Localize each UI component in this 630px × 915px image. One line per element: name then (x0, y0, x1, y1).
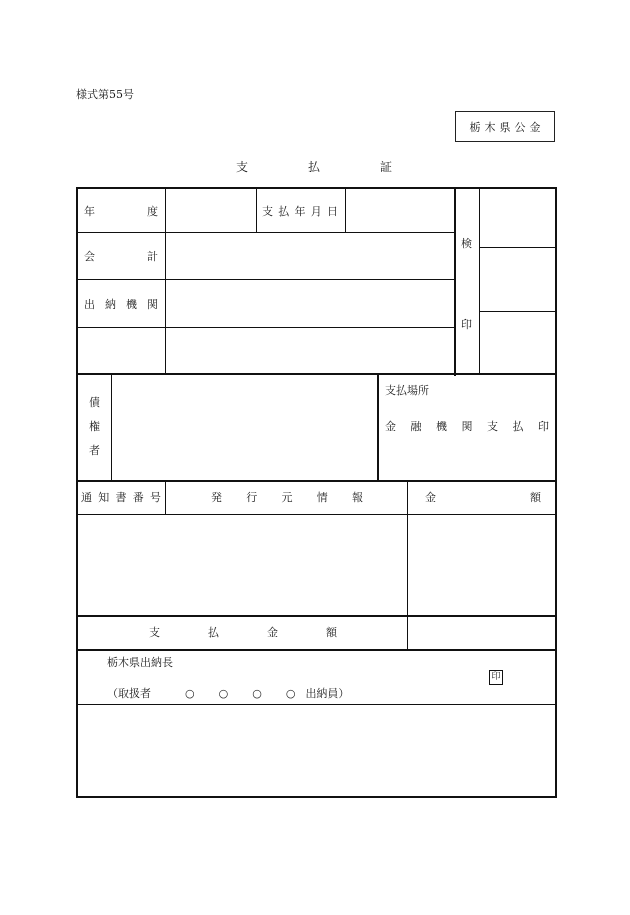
divider (479, 188, 480, 374)
divider (77, 327, 455, 328)
divider (77, 514, 556, 515)
divider (480, 311, 556, 312)
label-char: 額 (530, 491, 541, 504)
divider (111, 375, 112, 481)
notice-number-header (81, 491, 161, 504)
label-char: 金 (425, 491, 436, 504)
seal-circle: ○ (285, 687, 296, 700)
payment-date-label (262, 205, 338, 218)
fiscal-year-label (84, 205, 158, 218)
label-char: 支 (149, 626, 160, 639)
label-char: 知 (98, 491, 110, 504)
divider (256, 188, 257, 232)
disbursing-office-label (84, 298, 158, 311)
label-char: 元 (281, 491, 293, 504)
divider (77, 373, 556, 375)
label-char: 通 (81, 491, 92, 504)
label-char: 年 (84, 205, 95, 218)
label-char: 号 (150, 491, 161, 504)
label-char: 報 (352, 491, 363, 504)
divider (345, 188, 346, 232)
label-char: 印 (538, 420, 549, 433)
seal-circle: ○ (185, 687, 195, 700)
divider (165, 482, 166, 515)
divider (77, 615, 556, 617)
label-char: 金 (385, 420, 396, 433)
seal-circle: ○ (252, 687, 262, 700)
amount-header (425, 491, 541, 504)
label-char: 関 (461, 420, 473, 433)
handler-line (107, 687, 349, 700)
label-char: 出 (84, 298, 95, 311)
divider (407, 482, 408, 650)
agency-stamp-box: 栃木県公金 (455, 111, 555, 142)
label-char: 払 (278, 205, 290, 218)
divider (77, 480, 556, 482)
handler-suffix: 出納員） (305, 687, 350, 700)
label-char: 発 (211, 491, 222, 504)
treasurer-title: 栃木県出納長 (107, 656, 173, 669)
label-char: 計 (147, 250, 158, 263)
bank-stamp-label (385, 420, 549, 433)
label-char: 払 (512, 420, 524, 433)
label-char: 月 (310, 205, 322, 218)
seal-circle: ○ (218, 687, 229, 700)
form-number: 様式第55号 (76, 88, 134, 101)
label-char: 権 (89, 420, 100, 433)
label-char: 年 (294, 205, 306, 218)
inspection-seal-label: 印 (461, 318, 472, 331)
label-char: 機 (126, 298, 137, 311)
accounting-label (84, 250, 158, 263)
label-char: 支 (487, 420, 498, 433)
issuer-info-header (211, 491, 363, 504)
label-char: 支 (262, 205, 273, 218)
label-char: 納 (105, 298, 116, 311)
label-char: 度 (147, 205, 158, 218)
label-char: 機 (436, 420, 447, 433)
label-char: 額 (326, 626, 337, 639)
payment-total-label (149, 626, 337, 639)
label-char: 者 (89, 444, 100, 457)
label-char: 融 (410, 420, 422, 433)
label-char: 会 (84, 250, 95, 263)
title-char: 払 (307, 160, 320, 174)
divider (480, 247, 556, 248)
handler-prefix: （取扱者 (107, 687, 151, 700)
label-char: 番 (132, 491, 144, 504)
title-char: 証 (379, 160, 392, 174)
divider (77, 279, 455, 280)
label-char: 行 (246, 491, 258, 504)
treasurer-seal-mark: 印 (489, 670, 503, 685)
label-char: 日 (327, 205, 338, 218)
inspection-label: 検 (461, 237, 472, 250)
page-title (236, 158, 392, 175)
label-char: 金 (267, 626, 278, 639)
divider (454, 187, 456, 376)
label-char: 関 (147, 298, 158, 311)
divider (77, 649, 556, 651)
divider (77, 232, 455, 233)
label-char: 書 (115, 491, 127, 504)
title-char: 支 (236, 160, 249, 174)
label-char: 払 (208, 626, 219, 639)
label-char: 情 (316, 491, 328, 504)
divider (77, 704, 556, 705)
label-char: 債 (89, 396, 100, 409)
payment-place-label: 支払場所 (385, 384, 429, 397)
divider (165, 188, 166, 374)
divider (377, 375, 379, 481)
creditor-label (89, 396, 100, 457)
